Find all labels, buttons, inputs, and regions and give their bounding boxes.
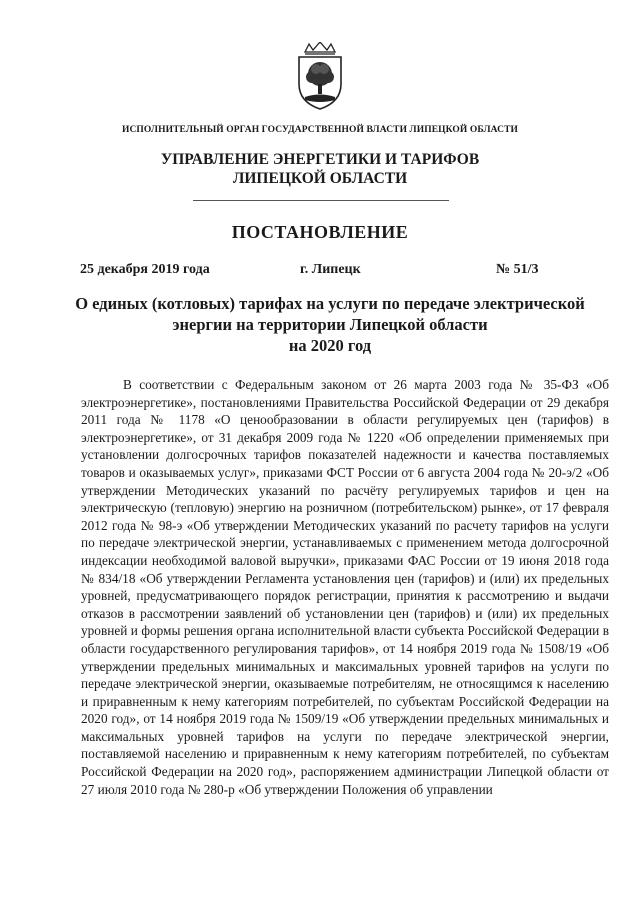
document-date: 25 декабря 2019 года	[80, 262, 210, 277]
body-paragraph: В соответствии с Федеральным законом от 26 марта 2003 года № 35-ФЗ «Об электроэнергетике», постановлениями Правительства Российской Федерации от 29 декабря 2011 года № 1178 «О ценообразовании в области регулируемых цен (тарифов) в электроэнергетике», от 31 декабря 2009 года № 1220 «Об определении применяемых при установлении долгосрочных тарифов показателей надежности и качества поставляемых товаров и оказываемых услуг», приказами ФСТ России от 6 августа 2004 года № 20-э/2 «Об утверждении Методических указаний по расчёту регулируемых тарифов и цен на электрическую (тепловую) энергию на розничном (потребительском) рынке», от 17 февраля 2012 года № 98-э «Об утверждении Методических указаний по расчету тарифов на услуги по передаче электрической энергии, устанавливаемых с применением метода долгосрочной индексации необходимой валовой выручки», приказами ФАС России от 19 июня 2018 года № 834/18 «Об утверждении Регламента установления цен (тарифов) и (или) их предельных уровней, предусматривающего порядок регистрации, принятия к рассмотрению и выдачи отказов в рассмотрении заявлений об установлении цен (тарифов) и (или) их предельных уровней и формы решения органа исполнительной власти субъекта Российской Федерации в области государственного регулирования тарифов», от 14 ноября 2019 года № 1508/19 «Об утверждении предельных минимальных и максимальных уровней тарифов на услуги по передаче электрической энергии, оказываемые потребителям, не относящимся к населению и приравненным к нему категориям потребителей, по субъектам Российской Федерации на 2020 год», от 14 ноября 2019 года № 1509/19 «Об утверждении предельных минимальных и максимальных уровней тарифов на услуги по передаче электрической энергии, поставляемой населению и приравненным к нему категориям потребителей, по субъектам Российской Федерации на 2020 год», распоряжением администрации Липецкой области от 27 июля 2010 года № 280-р «Об утверждении Положения об управлении	[81, 377, 609, 797]
coat-of-arms-emblem	[291, 42, 349, 110]
document-number: № 51/3	[496, 262, 539, 277]
department-name-line1: УПРАВЛЕНИЕ ЭНЕРГЕТИКИ И ТАРИФОВ	[160, 151, 480, 168]
subject-line3: на 2020 год	[288, 336, 372, 355]
document-city: г. Липецк	[300, 262, 361, 277]
header-divider	[193, 200, 449, 201]
document-type-title: ПОСТАНОВЛЕНИЕ	[231, 222, 409, 242]
organization-line: ИСПОЛНИТЕЛЬНЫЙ ОРГАН ГОСУДАРСТВЕННОЙ ВЛАСТИ ЛИПЕЦКОЙ ОБЛАСТИ	[121, 125, 519, 135]
department-name	[0, 150, 640, 188]
subject-line1: О единых (котловых) тарифах на услуги по передаче электрической	[75, 294, 585, 313]
department-name-line2: ЛИПЕЦКОЙ ОБЛАСТИ	[232, 170, 408, 187]
subject-line2: энергии на территории Липецкой области	[172, 315, 488, 334]
document-subject	[60, 293, 600, 356]
